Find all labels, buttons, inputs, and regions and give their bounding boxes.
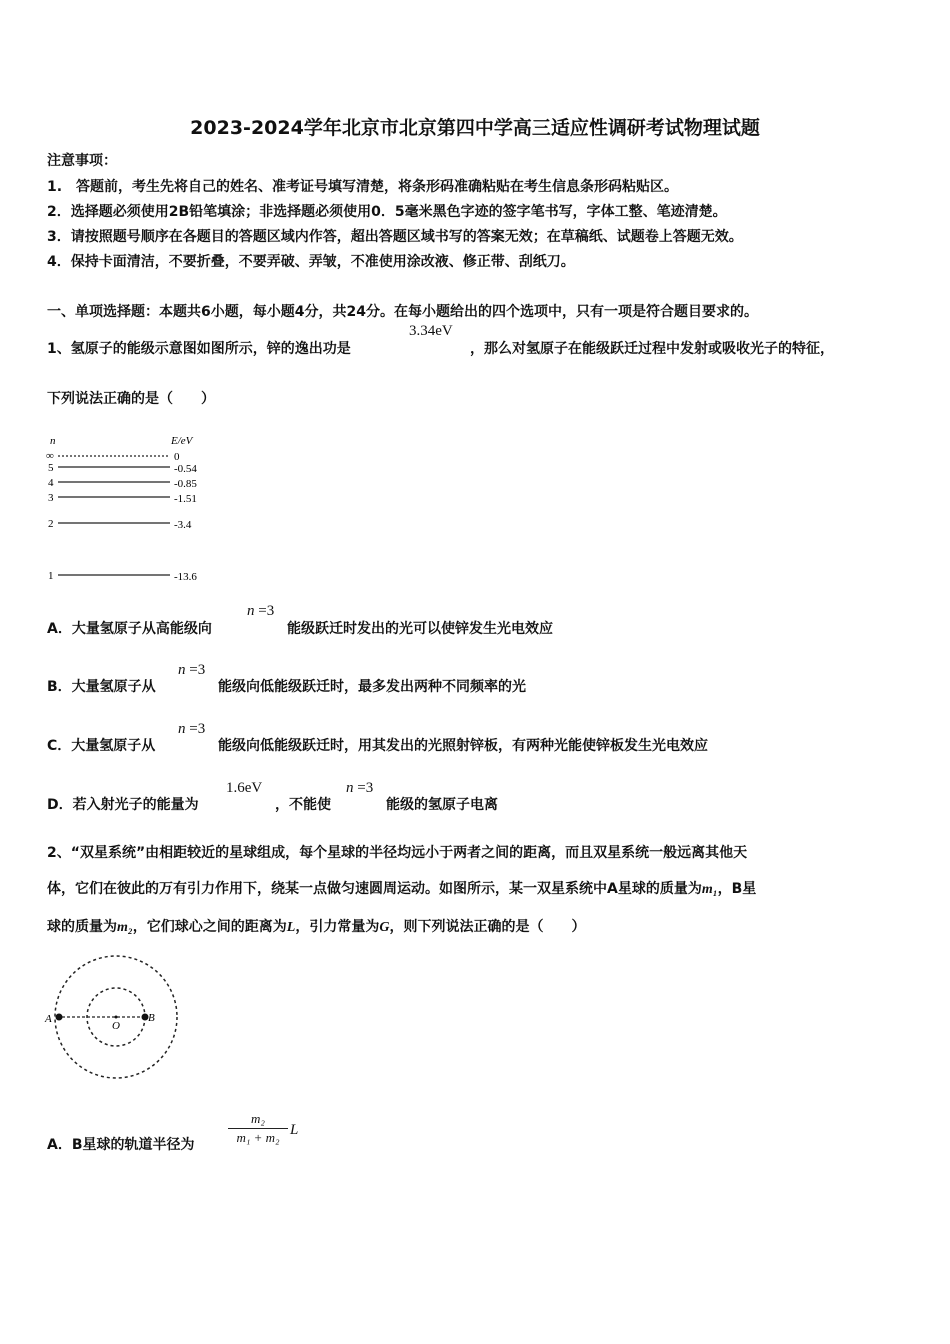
notice-item-4: 4．保持卡面清洁，不要折叠，不要弄破、弄皱，不准使用涂改液、修正带、刮纸刀。 <box>47 254 575 270</box>
q2-line-1: 2、“双星系统”由相距较近的星球组成，每个星球的半径均远小于两者之间的距离，而且双星系统一般远离其他天 <box>47 845 748 861</box>
level-n-5: 5 <box>48 462 54 474</box>
section-1-heading: 一、单项选择题：本题共6小题，每小题4分，共24分。在每小题给出的四个选项中，只有一项是符合题目要求的。 <box>47 304 758 320</box>
level-e-2: -3.4 <box>174 519 192 531</box>
q1-option-c-formula: n =3 <box>178 721 206 737</box>
q1-stem-c: 下列说法正确的是（ ） <box>47 391 215 407</box>
q1-option-b-pre: B．大量氢原子从 <box>47 679 156 695</box>
q1-option-d-formula: n =3 <box>346 780 374 796</box>
level-e-4: -0.85 <box>174 478 197 490</box>
center-o <box>115 1016 118 1019</box>
label-b: B <box>148 1012 155 1024</box>
q1-option-a-formula: n =3 <box>247 603 275 619</box>
q1-option-c-pre: C．大量氢原子从 <box>47 738 156 754</box>
level-e-inf: 0 <box>174 451 180 463</box>
level-n-2: 2 <box>48 518 54 530</box>
level-n-3: 3 <box>48 492 54 504</box>
q1-work-function: 3.34eV <box>409 323 453 339</box>
q1-stem-a: 1、氢原子的能级示意图如图所示，锌的逸出功是 <box>47 341 351 357</box>
q1-option-d-pre: D．若入射光子的能量为 <box>47 797 199 813</box>
q1-option-a-post: 能级跃迁时发出的光可以使锌发生光电效应 <box>287 621 553 637</box>
q1-option-d-energy: 1.6eV <box>226 780 263 796</box>
fraction-numerator: m₂ <box>251 1111 265 1126</box>
diagram-e-label: E/eV <box>171 435 193 447</box>
q2-line-2: 体，它们在彼此的万有引力作用下，绕某一点做匀速圆周运动。如图所示，某一双星系统中A星球的质量为m₁，B星 <box>47 881 757 897</box>
fraction-bar <box>228 1128 288 1129</box>
diagram-n-label: n <box>50 435 56 447</box>
q2-option-a-fraction <box>226 1111 290 1146</box>
q1-option-b-formula: n =3 <box>178 662 206 678</box>
q1-option-b-post: 能级向低能级跃迁时，最多发出两种不同频率的光 <box>218 679 526 695</box>
q1-option-a-pre: A．大量氢原子从高能级向 <box>47 621 212 637</box>
label-o: O <box>112 1020 120 1032</box>
star-a <box>56 1014 63 1021</box>
q2-line-3: 球的质量为m₂，它们球心之间的距离为L，引力常量为G，则下列说法正确的是（ ） <box>47 919 586 935</box>
notice-item-1: 1. 答题前，考生先将自己的姓名、准考证号填写清楚，将条形码准确粘贴在考生信息条形码粘贴区。 <box>47 179 679 195</box>
q1-option-d-mid: ，不能使 <box>275 797 331 813</box>
level-n-1: 1 <box>48 570 54 582</box>
notice-heading: 注意事项： <box>47 153 117 169</box>
q1-stem-b: ，那么对氢原子在能级跃迁过程中发射或吸收光子的特征， <box>470 341 834 357</box>
page-title: 2023-2024学年北京市北京第四中学高三适应性调研考试物理试题 <box>190 117 760 139</box>
label-a: A <box>45 1013 52 1025</box>
level-n-inf: ∞ <box>46 450 54 462</box>
level-e-3: -1.51 <box>174 493 197 505</box>
level-n-4: 4 <box>48 477 54 489</box>
q2-option-a-pre: A．B星球的轨道半径为 <box>47 1137 195 1153</box>
q1-option-c-post: 能级向低能级跃迁时，用其发出的光照射锌板，有两种光能使锌板发生光电效应 <box>218 738 708 754</box>
level-e-5: -0.54 <box>174 463 197 475</box>
notice-item-3: 3．请按照题号顺序在各题目的答题区域内作答，超出答题区域书写的答案无效；在草稿纸、试题卷上答题无效。 <box>47 229 743 245</box>
notice-item-2: 2．选择题必须使用2B铅笔填涂；非选择题必须使用0．5毫米黑色字迹的签字笔书写，字体工整、笔迹清楚。 <box>47 204 727 220</box>
fraction-tail: L <box>290 1122 299 1138</box>
level-e-1: -13.6 <box>174 571 197 583</box>
fraction-denominator: m₁ + m₂ <box>236 1130 280 1145</box>
energy-level-diagram <box>40 428 230 590</box>
q1-option-d-post: 能级的氢原子电离 <box>386 797 498 813</box>
binary-star-diagram <box>42 948 190 1086</box>
